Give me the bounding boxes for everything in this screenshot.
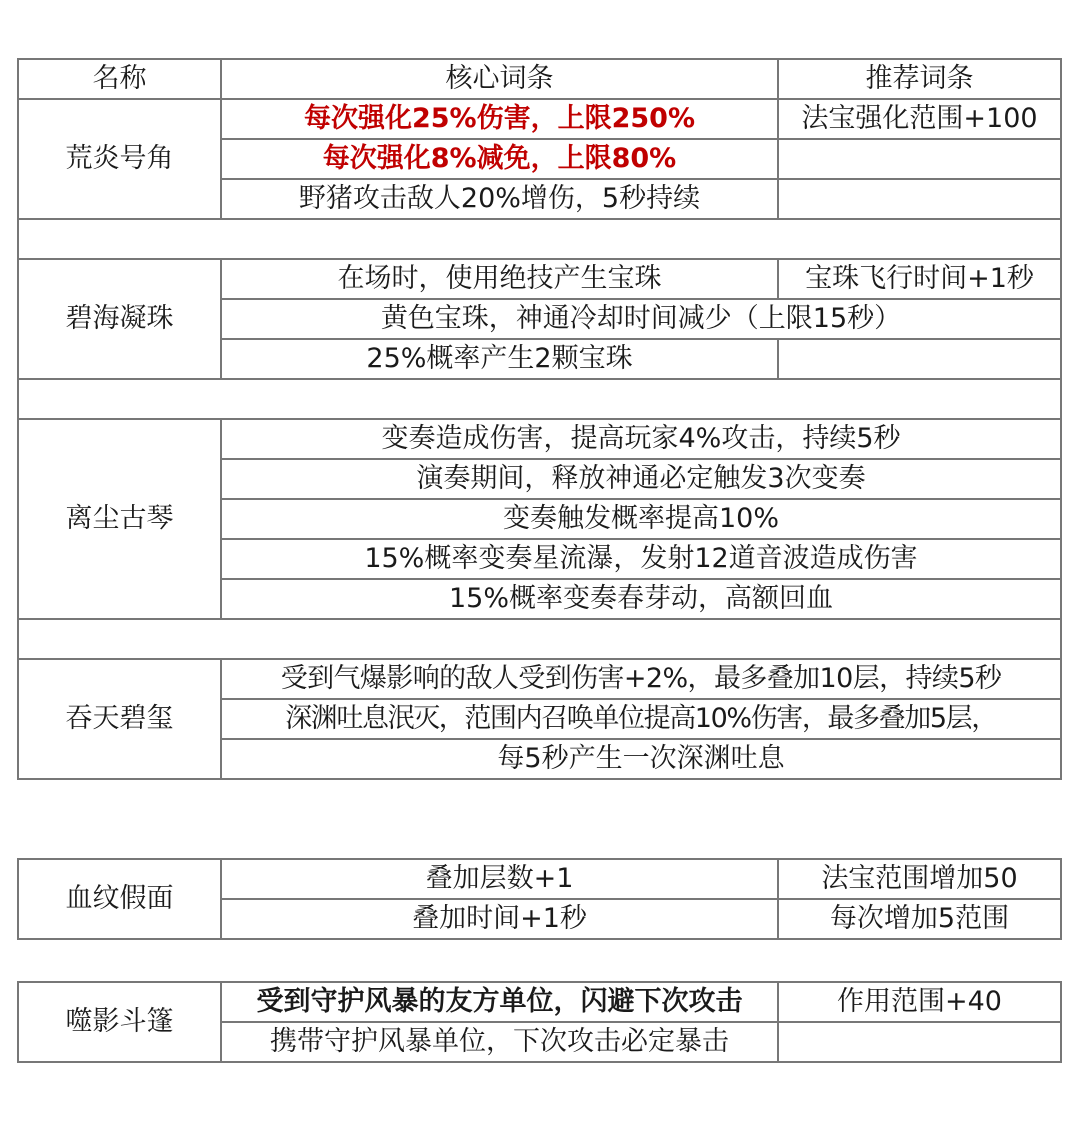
table-row <box>18 99 1061 139</box>
artifact-table-mask <box>17 858 1062 940</box>
table-row <box>18 419 1061 459</box>
spacer-cell <box>18 619 1061 659</box>
spacer-row <box>18 619 1061 659</box>
recommend-entry: 宝珠飞行时间+1秒 <box>778 259 1061 299</box>
recommend-entry <box>778 139 1061 179</box>
core-entry: 变奏造成伤害，提高玩家4%攻击，持续5秒 <box>221 419 1061 459</box>
item-name: 离尘古琴 <box>18 419 221 619</box>
item-name: 碧海凝珠 <box>18 259 221 379</box>
item-name: 吞天碧玺 <box>18 659 221 779</box>
recommend-entry: 法宝范围增加50 <box>778 859 1061 899</box>
artifact-table-cloak <box>17 981 1062 1063</box>
item-name: 血纹假面 <box>18 859 221 939</box>
core-entry: 野猪攻击敌人20%增伤，5秒持续 <box>221 179 778 219</box>
table-row <box>18 659 1061 699</box>
core-entry: 深渊吐息泯灭，范围内召唤单位提高10%伤害，最多叠加5层， <box>221 699 1061 739</box>
core-entry: 25%概率产生2颗宝珠 <box>221 339 778 379</box>
core-entry: 叠加层数+1 <box>221 859 778 899</box>
core-entry: 每次强化8%减免，上限80% <box>221 139 778 179</box>
recommend-entry <box>778 1022 1061 1062</box>
spacer-cell <box>18 219 1061 259</box>
recommend-entry: 作用范围+40 <box>778 982 1061 1022</box>
item-name: 噬影斗篷 <box>18 982 221 1062</box>
core-entry: 叠加时间+1秒 <box>221 899 778 939</box>
item-name: 荒炎号角 <box>18 99 221 219</box>
header-name: 名称 <box>18 59 221 99</box>
spacer-row <box>18 379 1061 419</box>
table-row <box>18 982 1061 1022</box>
core-entry: 15%概率变奏春芽动，高额回血 <box>221 579 1061 619</box>
header-row <box>18 59 1061 99</box>
table-row <box>18 259 1061 299</box>
core-entry: 15%概率变奏星流瀑，发射12道音波造成伤害 <box>221 539 1061 579</box>
core-entry: 黄色宝珠，神通冷却时间减少（上限15秒） <box>221 299 1061 339</box>
core-entry: 变奏触发概率提高10% <box>221 499 1061 539</box>
core-entry: 受到气爆影响的敌人受到伤害+2%，最多叠加10层，持续5秒 <box>221 659 1061 699</box>
spacer-cell <box>18 379 1061 419</box>
spacer-row <box>18 219 1061 259</box>
core-entry: 在场时，使用绝技产生宝珠 <box>221 259 778 299</box>
core-entry: 每次强化25%伤害，上限250% <box>221 99 778 139</box>
header-recommend: 推荐词条 <box>778 59 1061 99</box>
core-entry: 受到守护风暴的友方单位，闪避下次攻击 <box>221 982 778 1022</box>
core-entry: 演奏期间，释放神通必定触发3次变奏 <box>221 459 1061 499</box>
artifact-table <box>17 58 1062 780</box>
header-core: 核心词条 <box>221 59 778 99</box>
recommend-entry <box>778 339 1061 379</box>
core-entry: 每5秒产生一次深渊吐息 <box>221 739 1061 779</box>
core-entry: 携带守护风暴单位，下次攻击必定暴击 <box>221 1022 778 1062</box>
table-row <box>18 859 1061 899</box>
recommend-entry <box>778 179 1061 219</box>
recommend-entry: 每次增加5范围 <box>778 899 1061 939</box>
recommend-entry: 法宝强化范围+100 <box>778 99 1061 139</box>
